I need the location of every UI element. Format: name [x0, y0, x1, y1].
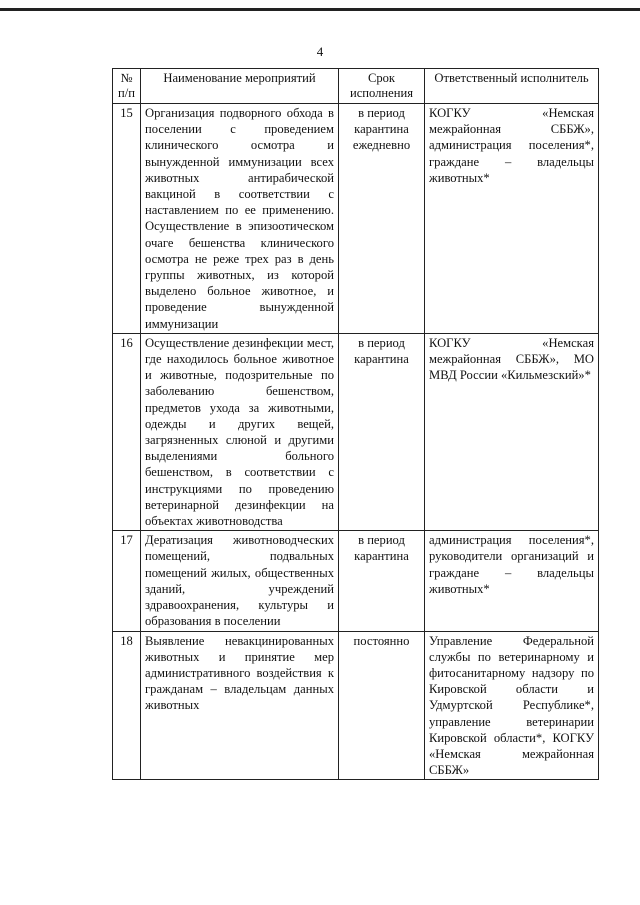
top-border-line — [0, 8, 640, 11]
term-line: в период — [358, 106, 405, 120]
measure-name: Выявление невакцинированных животных и принятие мер административного воздействия к гражданам – владельцам данных животных — [141, 631, 339, 780]
row-number: 16 — [113, 333, 141, 530]
table-row — [113, 631, 599, 780]
term-line: карантина — [354, 549, 409, 564]
table-row — [113, 531, 599, 631]
header-term: Срок исполнения — [339, 69, 425, 104]
term-line: карантина — [354, 122, 409, 137]
measure-responsible: КОГКУ «Немская межрайонная СББЖ», МО МВД России «Кильмезский»* — [425, 333, 599, 530]
term-line: в период — [358, 533, 405, 548]
measure-responsible: администрация поселения*, руководители организаций и граждане – владельцы животных* — [425, 531, 599, 631]
measure-term — [339, 531, 425, 631]
measure-name: Организация подворного обхода в поселении с проведением клинического осмотра и вынужденной иммунизации всех животных антирабической вакциной в соответствии с наставлением по ее применению. Осуществление в эпизоотическом очаге бешенства клинического осмотра не реже трех раз в день группы животных, из которой выделено больное животное, и проведение вынужденной иммунизации — [141, 104, 339, 334]
table-row — [113, 333, 599, 530]
header-name: Наименование мероприятий — [141, 69, 339, 104]
header-num: № п/п — [113, 69, 141, 104]
term-line: карантина — [354, 352, 409, 367]
page-number: 4 — [316, 44, 324, 59]
measure-term — [339, 631, 425, 780]
measure-term — [339, 104, 425, 334]
header-responsible: Ответственный исполнитель — [425, 69, 599, 104]
measure-name: Осуществление дезинфекции мест, где находилось больное животное и животные, подозрительные по заболеванию бешенством, предметов ухода за животными, одежды и других вещей, загрязненных слюной и другими выделениями больного бешенством, в соответствии с инструкциями по проведению ветеринарной дезинфекции на объектах животноводства — [141, 333, 339, 530]
table-header-row — [113, 69, 599, 104]
measures-table — [112, 68, 599, 780]
term-line: постоянно — [353, 633, 410, 648]
row-number: 18 — [113, 631, 141, 780]
measure-responsible: КОГКУ «Немская межрайонная СББЖ», администрация поселения*, граждане – владельцы животных* — [425, 104, 599, 334]
term-line: в период — [358, 335, 405, 350]
term-line: ежедневно — [352, 138, 411, 153]
measure-name: Дератизация животноводческих помещений, подвальных помещений жилых, общественных зданий, учреждений здравоохранения, культуры и образования в поселении — [141, 531, 339, 631]
row-number: 17 — [113, 531, 141, 631]
row-number: 15 — [113, 104, 141, 334]
measure-responsible: Управление Федеральной службы по ветеринарному и фитосанитарному надзору по Кировской области и Удмуртской Республике*, управление ветеринарии Кировской области*, КОГКУ «Немская межрайонная СББЖ» — [425, 631, 599, 780]
measure-term — [339, 333, 425, 530]
table-row — [113, 104, 599, 334]
